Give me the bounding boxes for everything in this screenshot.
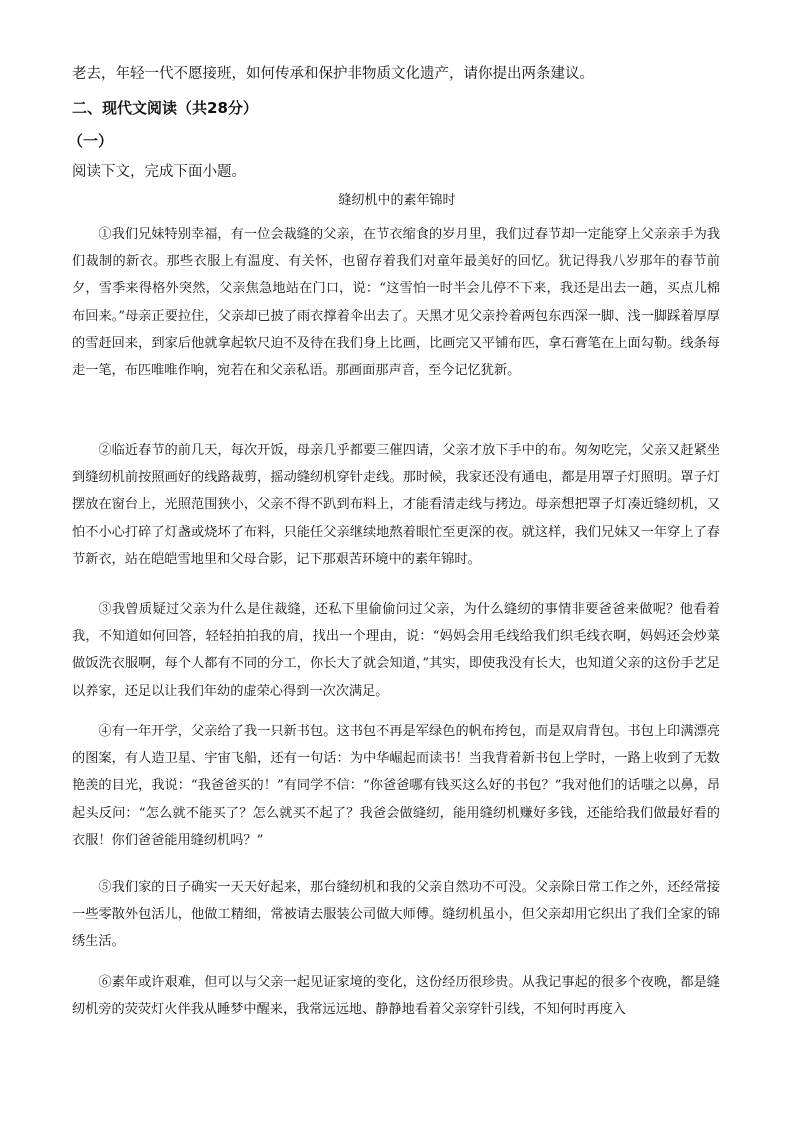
article-paragraph-4: ④有一年开学，父亲给了我一只新书包。这书包不再是军绿色的帆布挎包，而是双肩背包。书包上印满漂亮的图案，有人造卫星、宇宙飞船，还有一句话：为中华崛起而读书！当我背着新书包上学时，一路上收到了无数艳羡的目光，我说：“我爸爸买的！”有同学不信：“你爸爸哪有钱买这么好的书包？”我对他们的话嗤之以鼻，昂起头反问：“怎么就不能买了？怎么就买不起了？我爸会做缝纫，能用缝纫机赚好多钱，还能给我们做最好看的衣服！你们爸爸能用缝纫机吗？” xyxy=(72,724,720,848)
article-paragraph-2: ②临近春节的前几天，每次开饭，母亲几乎都要三催四请，父亲才放下手中的布。匆匆吃完，父亲又赶紧坐到缝纫机前按照画好的线路裁剪，摇动缝纫机穿针走线。那时候，我家还没有通电，都是用罩子灯照明。罩子灯摆放在窗台上，光照范围狭小，父亲不得不趴到布料上，才能看清走线与拷边。母亲想把罩子灯凑近缝纫机，又怕不小心打碎了灯盏或烧坏了布料，只能任父亲继续地熬着眼忙至更深的夜。就这样，我们兄妹又一年穿上了春节新衣，站在皑皑雪地里和父母合影，记下那艰苦环境中的素年锦时。 xyxy=(72,443,720,567)
article-paragraph-5: ⑤我们家的日子确实一天天好起来，那台缝纫机和我的父亲自然功不可没。父亲除日常工作之外，还经常接一些零散外包活儿，他做工精细，常被请去服装公司做大师傅。缝纫机虽小，但父亲却用它织出了我们全家的锦绣生活。 xyxy=(72,880,720,950)
question-tail-text: 老去，年轻一代不愿接班，如何传承和保护非物质文化遗产，请你提出两条建议。 xyxy=(72,66,594,82)
subsection-label: （一） xyxy=(68,132,114,150)
section-heading: 二、现代文阅读（共28分） xyxy=(72,99,258,117)
article-paragraph-6: ⑥素年或许艰难，但可以与父亲一起见证家境的变化，这份经历很珍贵。从我记事起的很多个夜晚，都是缝纫机旁的荧荧灯火伴我从睡梦中醒来，我常远远地、静静地看着父亲穿针引线，不知何时再度入 xyxy=(72,975,720,1018)
article-title: 缝纫机中的素年锦时 xyxy=(338,193,456,208)
article-paragraph-3: ③我曾质疑过父亲为什么是住裁缝，还私下里偷偷问过父亲，为什么缝纫的事情非要爸爸来做呢？他看着我，不知道如何回答，轻轻拍拍我的肩，找出一个理由，说：“妈妈会用毛线给我们织毛线衣啊，妈妈还会炒菜做饭洗衣服啊，每个人都有不同的分工，你长大了就会知道，”其实，即使我没有长大，也知道父亲的这份手艺足以养家，还足以让我们年幼的虚荣心得到一次次满足。 xyxy=(72,602,720,699)
article-paragraph-1: ①我们兄妹特别幸福，有一位会裁缝的父亲，在节衣缩食的岁月里，我们过春节却一定能穿上父亲亲手为我们裁制的新衣。那些衣服上有温度、有关怀，也留存着我们对童年最美好的回忆。犹记得我八岁那年的春节前夕，雪季来得格外突然，父亲焦急地站在门口，说：“这雪怕一时半会儿停不下来，我还是出去一趟，买点儿棉布回来。”母亲正要拉住，父亲却已披了雨衣撑着伞出去了。天黑才见父亲拎着两包东西深一脚、浅一脚踩着厚厚的雪赶回来，到家后他就拿起软尺迫不及待在我们身上比画，比画完又平铺布匹，拿石膏笔在上面勾勒。线条每走一笔，布匹唯唯作响，宛若在和父亲私语。那画面那声音，至今记忆犹新。 xyxy=(72,227,720,379)
reading-instruction: 阅读下文，完成下面小题。 xyxy=(72,164,246,180)
